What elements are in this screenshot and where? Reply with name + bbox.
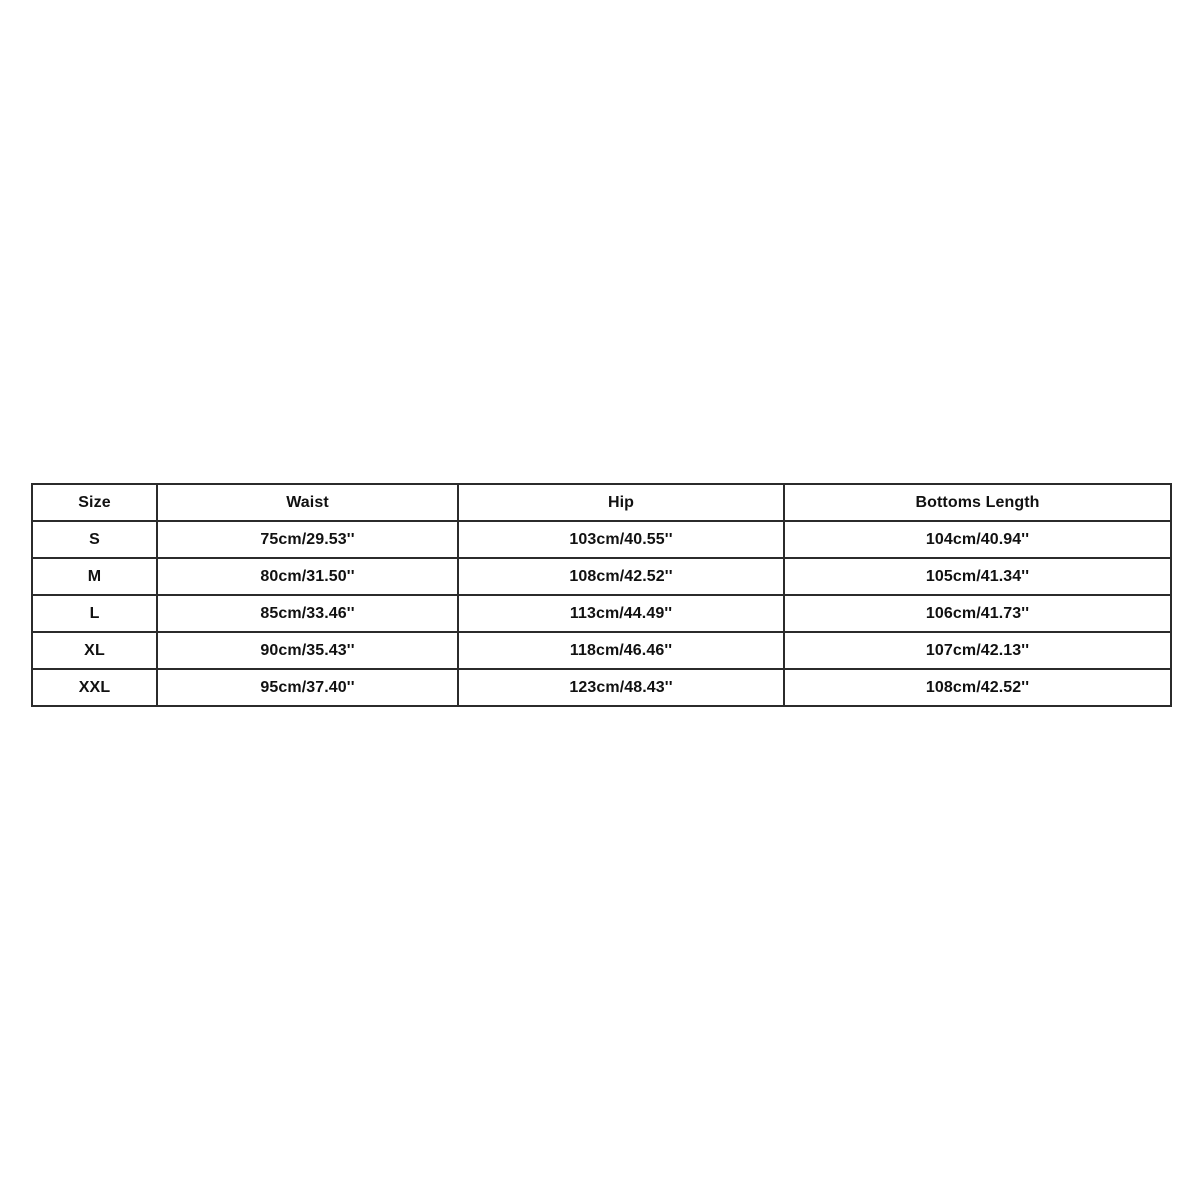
table-header-row	[32, 484, 1171, 521]
size-cell: L	[32, 595, 157, 632]
size-cell: XXL	[32, 669, 157, 706]
hip-cell: 123cm/48.43''	[458, 669, 784, 706]
size-cell: M	[32, 558, 157, 595]
bottoms-length-cell: 106cm/41.73''	[784, 595, 1171, 632]
size-cell: XL	[32, 632, 157, 669]
table-row	[32, 521, 1171, 558]
waist-cell: 75cm/29.53''	[157, 521, 458, 558]
hip-cell: 103cm/40.55''	[458, 521, 784, 558]
header-bottoms-length: Bottoms Length	[784, 484, 1171, 521]
header-waist: Waist	[157, 484, 458, 521]
waist-cell: 85cm/33.46''	[157, 595, 458, 632]
header-hip: Hip	[458, 484, 784, 521]
size-cell: S	[32, 521, 157, 558]
table-row	[32, 632, 1171, 669]
waist-cell: 95cm/37.40''	[157, 669, 458, 706]
bottoms-length-cell: 107cm/42.13''	[784, 632, 1171, 669]
header-size: Size	[32, 484, 157, 521]
hip-cell: 108cm/42.52''	[458, 558, 784, 595]
waist-cell: 80cm/31.50''	[157, 558, 458, 595]
bottoms-length-cell: 105cm/41.34''	[784, 558, 1171, 595]
waist-cell: 90cm/35.43''	[157, 632, 458, 669]
table-row	[32, 669, 1171, 706]
bottoms-length-cell: 104cm/40.94''	[784, 521, 1171, 558]
hip-cell: 113cm/44.49''	[458, 595, 784, 632]
size-chart-table	[31, 483, 1172, 707]
bottoms-length-cell: 108cm/42.52''	[784, 669, 1171, 706]
hip-cell: 118cm/46.46''	[458, 632, 784, 669]
table-row	[32, 595, 1171, 632]
table-row	[32, 558, 1171, 595]
